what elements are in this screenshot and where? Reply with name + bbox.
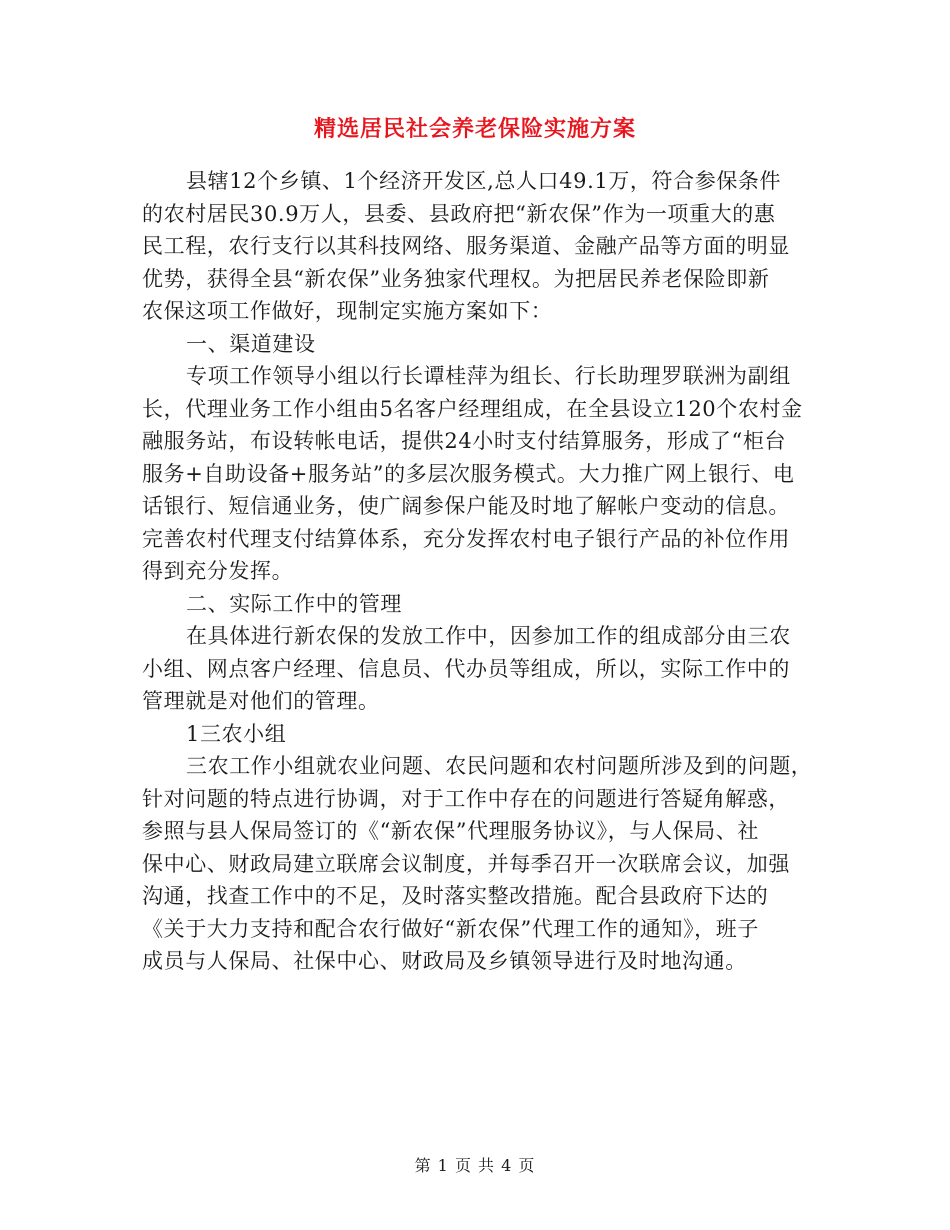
text-line: 长，代理业务工作小组由5名客户经理组成，在全县设立120个农村金 — [142, 396, 803, 421]
text-line: 成员与人保局、社保中心、财政局及乡镇领导进行及时地沟通。 — [142, 949, 747, 973]
text-line: 《关于大力支持和配合农行做好“新农保”代理工作的通知》，班子 — [142, 916, 759, 941]
text-line: 专项工作领导小组以行长谭桂萍为组长、行长助理罗联洲为副组 — [186, 364, 791, 388]
text-line: 优势，获得全县“新农保”业务独家代理权。为把居民养老保险即新 — [142, 266, 770, 291]
text-line: 保中心、财政局建立联席会议制度，并每季召开一次联席会议，加强 — [142, 851, 790, 876]
text-line: 服务+自助设备+服务站”的多层次服务模式。大力推广网上银行、电 — [142, 461, 795, 486]
text-line: 完善农村代理支付结算体系，充分发挥农村电子银行产品的补位作用 — [142, 526, 790, 551]
text-line: 话银行、短信通业务，使广阔参保户能及时地了解帐户变动的信息。 — [142, 494, 790, 518]
text-line: 民工程，农行支行以其科技网络、服务渠道、金融产品等方面的明显 — [142, 234, 790, 258]
text-line: 三农工作小组就农业问题、农民问题和农村问题所涉及到的问题， — [186, 754, 813, 778]
text-line: 一、渠道建设 — [186, 331, 316, 356]
text-line: 管理就是对他们的管理。 — [142, 689, 380, 713]
text-line: 小组、网点客户经理、信息员、代办员等组成，所以，实际工作中的 — [142, 656, 790, 681]
page-footer: 第 1 页 共 4 页 — [414, 1156, 536, 1175]
text-line: 县辖12个乡镇、1个经济开发区,总人口49.1万，符合参保条件 — [186, 169, 782, 193]
text-line: 1三农小组 — [186, 721, 287, 746]
text-line: 沟通，找查工作中的不足，及时落实整改措施。配合县政府下达的 — [142, 884, 769, 908]
text-line: 参照与县人保局签订的《“新农保”代理服务协议》，与人保局、社 — [142, 819, 759, 843]
document-body — [142, 165, 813, 978]
document-title: 精选居民社会养老保险实施方案 — [313, 117, 636, 142]
text-line: 得到充分发挥。 — [142, 559, 294, 583]
text-line: 融服务站，布设转帐电话，提供24小时支付结算服务，形成了“柜台 — [142, 429, 787, 453]
text-line: 在具体进行新农保的发放工作中，因参加工作的组成部分由三农 — [186, 624, 791, 648]
text-line: 二、实际工作中的管理 — [186, 591, 402, 616]
text-line: 针对问题的特点进行协调，对于工作中存在的问题进行答疑角解惑， — [142, 786, 790, 811]
text-line: 农保这项工作做好，现制定实施方案如下： — [142, 299, 553, 323]
text-line: 的农村居民30.9万人，县委、县政府把“新农保”作为一项重大的惠 — [142, 201, 776, 226]
